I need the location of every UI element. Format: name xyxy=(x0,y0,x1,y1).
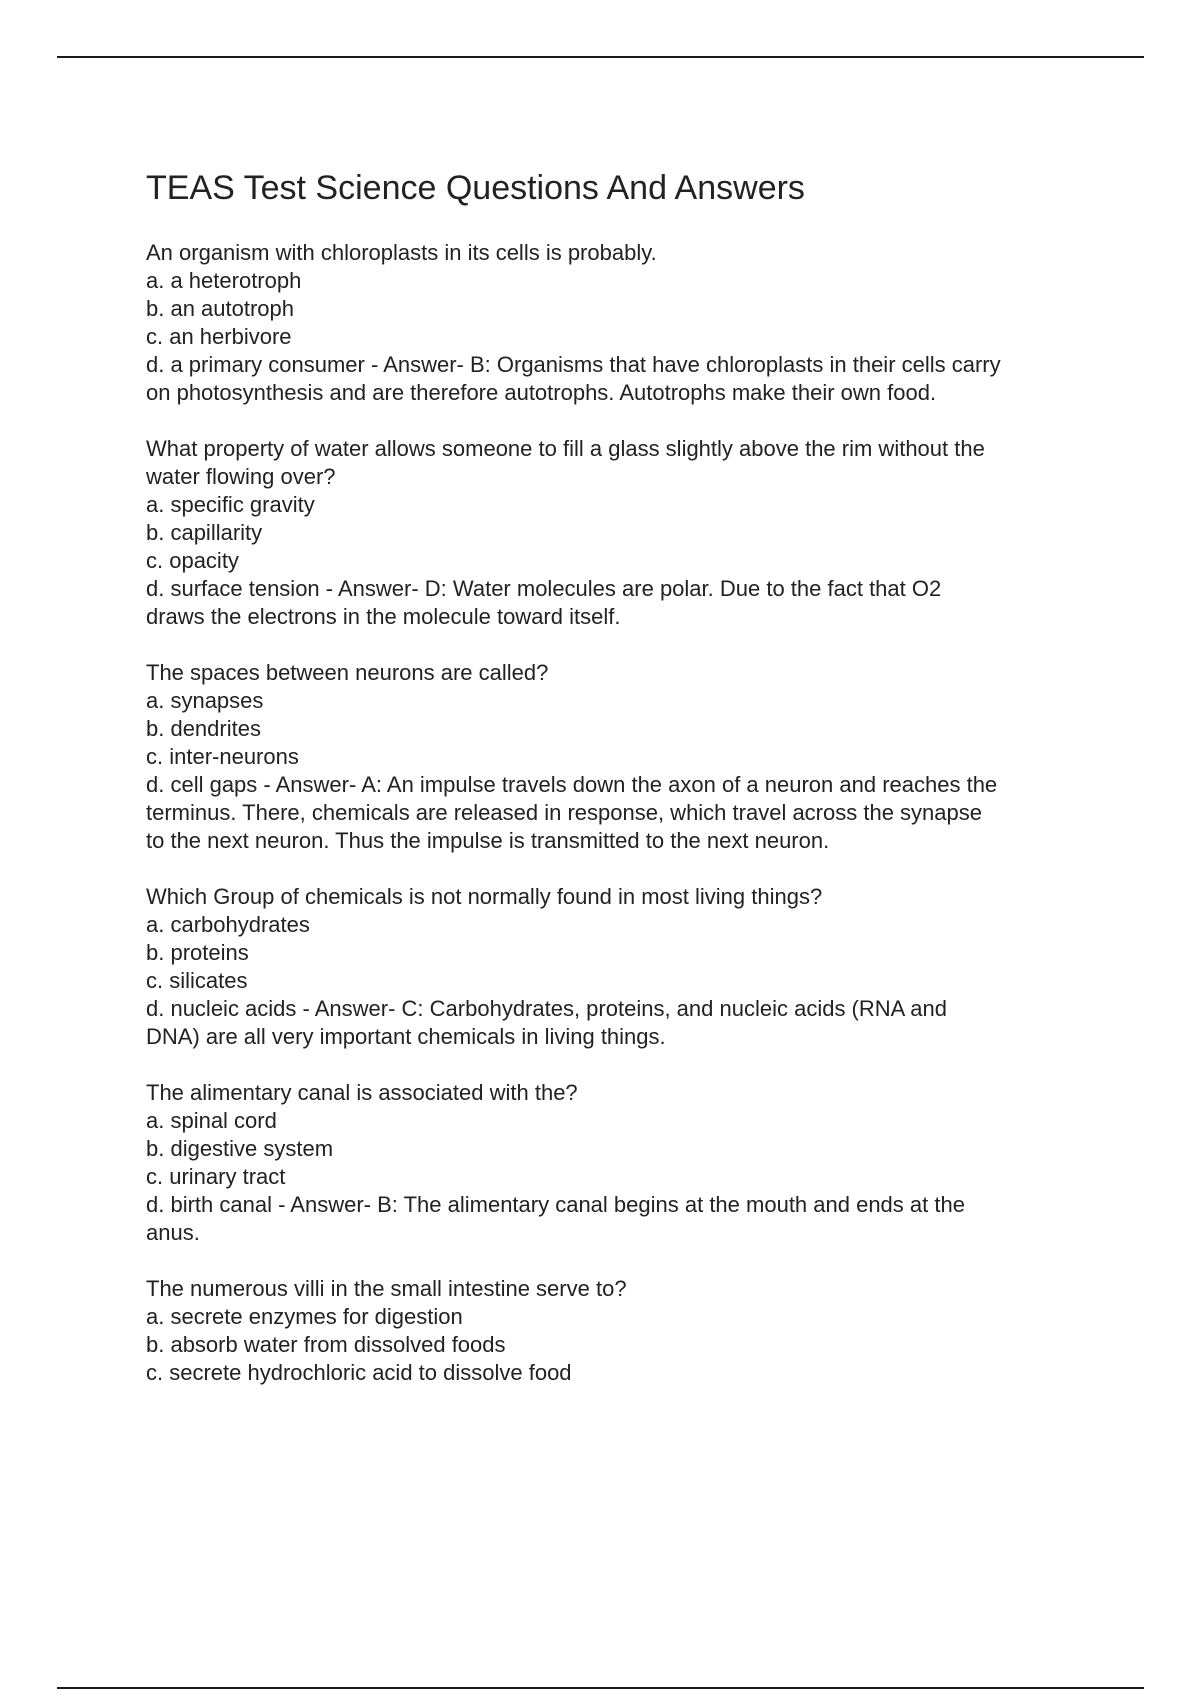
option-d-answer: d. birth canal - Answer- B: The alimentary canal begins at the mouth and ends at the xyxy=(146,1191,965,1217)
question-text: An organism with chloroplasts in its cells is probably. xyxy=(146,239,657,265)
option-c: c. silicates xyxy=(146,967,248,993)
option-c: c. inter-neurons xyxy=(146,743,299,769)
question-block-2 xyxy=(146,435,1106,631)
option-d-answer: d. cell gaps - Answer- A: An impulse travels down the axon of a neuron and reaches the xyxy=(146,771,998,797)
option-c: c. secrete hydrochloric acid to dissolve food xyxy=(146,1359,572,1385)
answer-explanation: terminus. There, chemicals are released in response, which travel across the synapse xyxy=(146,799,982,825)
option-c: c. an herbivore xyxy=(146,323,292,349)
question-block-3 xyxy=(146,659,1106,855)
question-text: The alimentary canal is associated with the? xyxy=(146,1079,578,1105)
question-block-6 xyxy=(146,1275,1106,1387)
top-divider xyxy=(57,56,1144,58)
bottom-divider xyxy=(57,1687,1144,1689)
question-text: The spaces between neurons are called? xyxy=(146,659,549,685)
question-block-1 xyxy=(146,239,1106,407)
answer-explanation-cont: to the next neuron. Thus the impulse is transmitted to the next neuron. xyxy=(146,827,830,853)
option-b: b. dendrites xyxy=(146,715,261,741)
answer-explanation: anus. xyxy=(146,1219,200,1245)
option-b: b. an autotroph xyxy=(146,295,295,321)
option-d-answer: d. surface tension - Answer- D: Water molecules are polar. Due to the fact that O2 xyxy=(146,575,942,601)
question-text: The numerous villi in the small intestine serve to? xyxy=(146,1275,627,1301)
option-b: b. capillarity xyxy=(146,519,263,545)
option-b: b. digestive system xyxy=(146,1135,334,1161)
answer-explanation: DNA) are all very important chemicals in living things. xyxy=(146,1023,666,1049)
option-a: a. secrete enzymes for digestion xyxy=(146,1303,463,1329)
option-b: b. absorb water from dissolved foods xyxy=(146,1331,506,1357)
question-block-4 xyxy=(146,883,1106,1051)
page-title: TEAS Test Science Questions And Answers xyxy=(146,169,805,207)
option-a: a. spinal cord xyxy=(146,1107,277,1133)
document-body xyxy=(146,168,1106,1415)
option-d-answer: d. a primary consumer - Answer- B: Organisms that have chloroplasts in their cells carry xyxy=(146,351,1001,377)
option-a: a. specific gravity xyxy=(146,491,315,517)
option-b: b. proteins xyxy=(146,939,249,965)
answer-explanation: on photosynthesis and are therefore autotrophs. Autotrophs make their own food. xyxy=(146,379,937,405)
option-c: c. opacity xyxy=(146,547,239,573)
option-a: a. carbohydrates xyxy=(146,911,310,937)
question-text: What property of water allows someone to fill a glass slightly above the rim without the xyxy=(146,435,985,461)
option-d-answer: d. nucleic acids - Answer- C: Carbohydrates, proteins, and nucleic acids (RNA and xyxy=(146,995,947,1021)
question-text: Which Group of chemicals is not normally found in most living things? xyxy=(146,883,823,909)
question-block-5 xyxy=(146,1079,1106,1247)
option-c: c. urinary tract xyxy=(146,1163,286,1189)
option-a: a. a heterotroph xyxy=(146,267,302,293)
question-text-cont: water flowing over? xyxy=(146,463,336,489)
option-a: a. synapses xyxy=(146,687,264,713)
answer-explanation: draws the electrons in the molecule toward itself. xyxy=(146,603,621,629)
